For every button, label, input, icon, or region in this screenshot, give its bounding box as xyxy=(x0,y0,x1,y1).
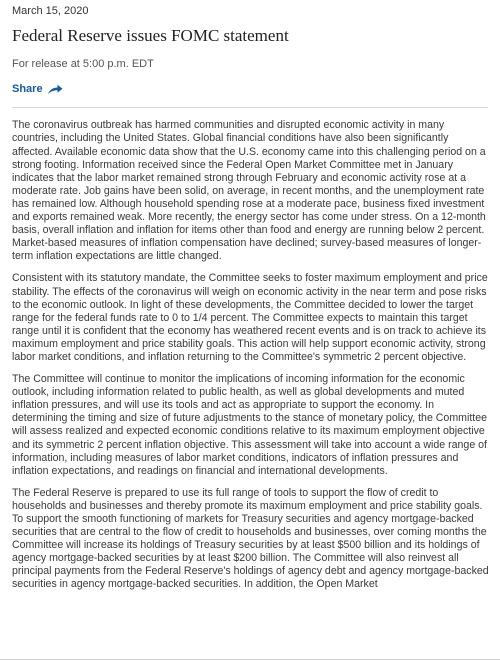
statement-body xyxy=(12,119,490,591)
paragraph-1: The coronavirus outbreak has harmed communities and disrupted economic activity in many countries, including the United States. Global financial conditions have also been significantly affected. Available economic data show that the U.S. economy came into this challenging period on a strong footing. Information received since the Federal Open Market Committee met in January indicates that the labor market remained strong through February and economic activity rose at a moderate rate. Job gains have been solid, on average, in recent months, and the unemployment rate has remained low. Although household spending rose at a moderate pace, business fixed investment and exports remained weak. More recently, the energy sector has come under stress. On a 12-month basis, overall inflation and inflation for items other than food and energy are running below 2 percent. Market-based measures of inflation compensation have declined; survey-based measures of longer-term inflation expectations are little changed. xyxy=(12,119,486,263)
paragraph-3: The Committee will continue to monitor the implications of incoming information for the economic outlook, including information related to public health, as well as global developments and muted inflation pressures, and will use its tools and act as appropriate to support the economy. In determining the timing and size of future adjustments to the stance of monetary policy, the Committee will assess realized and expected economic conditions relative to its maximum employment objective and its symmetric 2 percent inflation objective. This assessment will take into account a wide range of information, including measures of labor market conditions, indicators of inflation pressures and inflation expectations, and readings on financial and international developments. xyxy=(12,373,487,477)
header-divider xyxy=(12,107,488,108)
page-title: Federal Reserve issues FOMC statement xyxy=(12,26,289,45)
paragraph-2: Consistent with its statutory mandate, the Committee seeks to foster maximum employment and price stability. The effects of the coronavirus will weigh on economic activity in the near term and pose risks to the economic outlook. In light of these developments, the Committee decided to lower the target range for the federal funds rate to 0 to 1/4 percent. The Committee expects to maintain this target range until it is confident that the economy has weathered recent events and is on track to achieve its maximum employment and price stability goals. This action will help support economic activity, strong labor market conditions, and inflation returning to the Committee's symmetric 2 percent objective. xyxy=(12,272,488,363)
share-label: Share xyxy=(12,83,43,96)
statement-page xyxy=(12,0,490,601)
release-time: For release at 5:00 p.m. EDT xyxy=(12,58,154,71)
share-button[interactable] xyxy=(12,82,63,96)
share-arrow-icon xyxy=(47,84,63,95)
release-date: March 15, 2020 xyxy=(12,5,89,17)
paragraph-4: The Federal Reserve is prepared to use its full range of tools to support the flow of credit to households and businesses and thereby promote its maximum employment and price stability goals. To support the smooth functioning of markets for Treasury securities and agency mortgage-backed securities that are central to the flow of credit to households and businesses, over coming months the Committee will increase its holdings of Treasury securities by at least $500 billion and its holdings of agency mortgage-backed securities by at least $200 billion. The Committee will also reinvest all principal payments from the Federal Reserve's holdings of agency debt and agency mortgage-backed securities in agency mortgage-backed securities. In addition, the Open Market xyxy=(12,486,489,591)
